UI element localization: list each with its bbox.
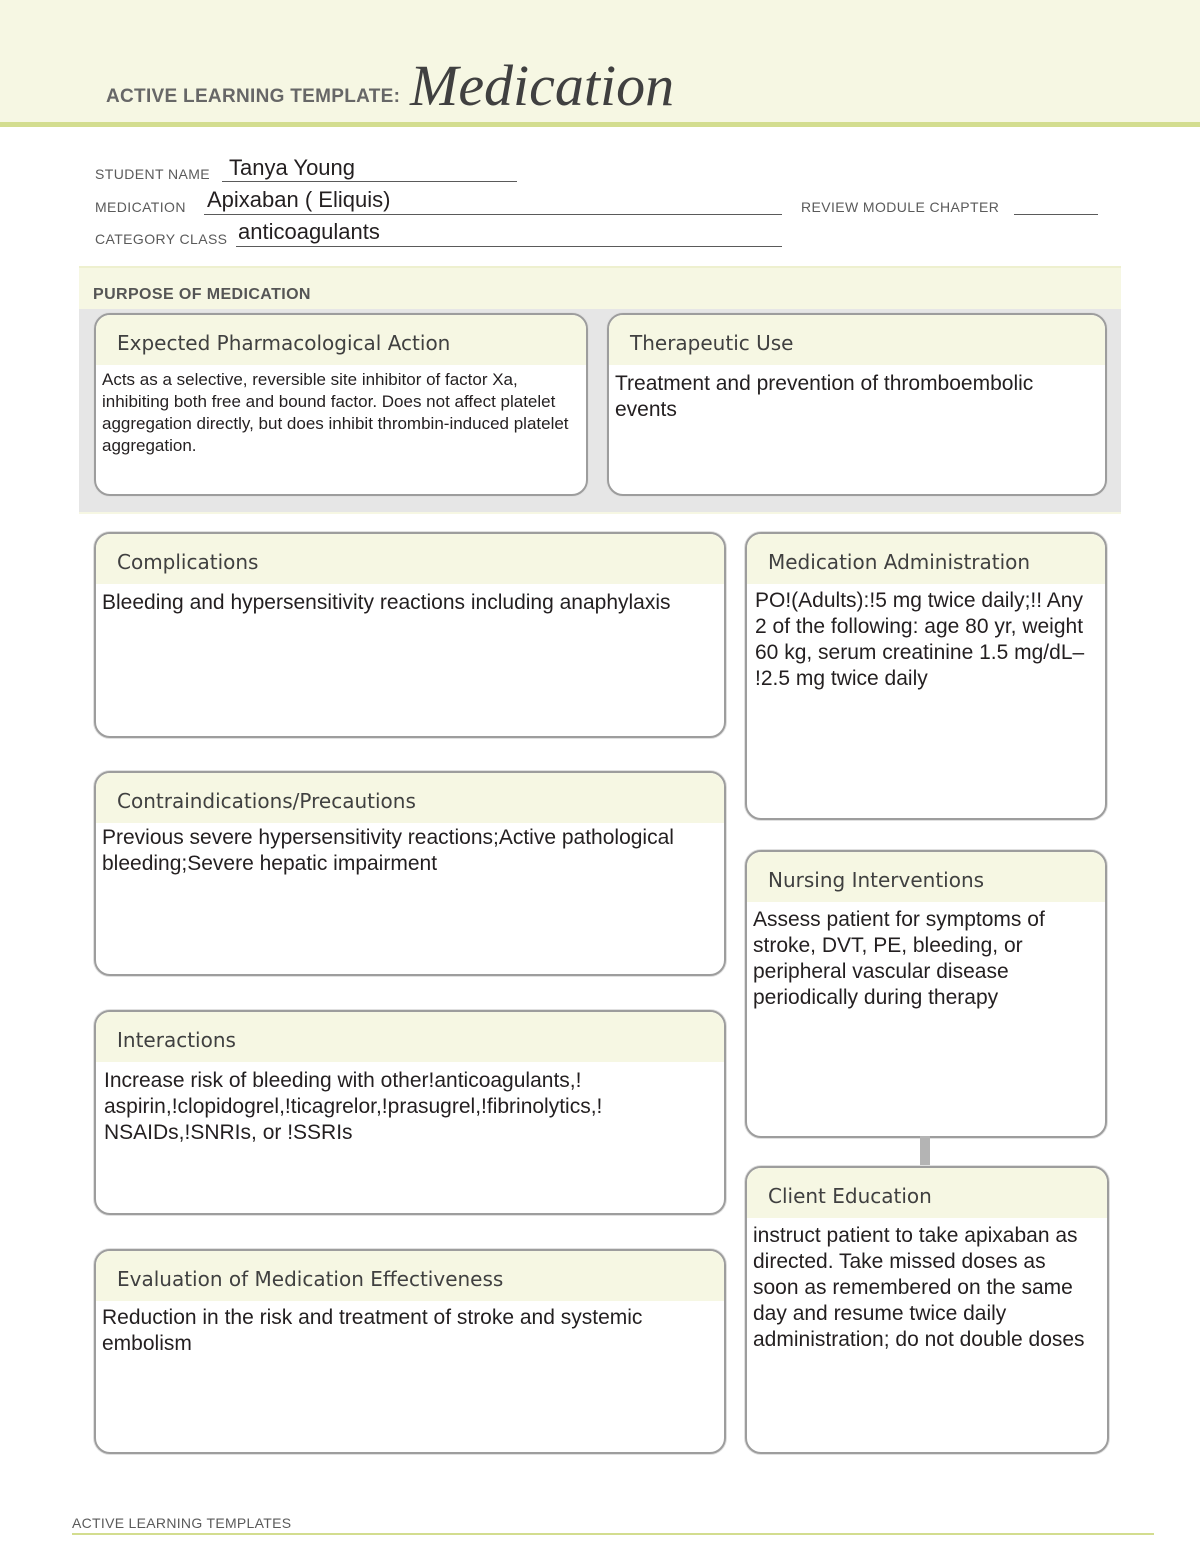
student-name-label: STUDENT NAME <box>95 166 210 182</box>
template-label: ACTIVE LEARNING TEMPLATE: <box>106 86 401 107</box>
client-education-heading: Client Education <box>747 1168 1107 1218</box>
student-name-line <box>222 181 517 182</box>
client-education-text[interactable]: instruct patient to take apixaban as directed. Take missed doses as soon as remembered on the same day and resume twice daily administration; do not double doses <box>753 1224 1085 1351</box>
interactions-box <box>94 1010 726 1215</box>
header-divider <box>0 122 1200 127</box>
evaluation-heading: Evaluation of Medication Effectiveness <box>96 1251 724 1301</box>
medication-label: MEDICATION <box>95 199 186 215</box>
interactions-heading: Interactions <box>96 1012 724 1062</box>
review-module-label: REVIEW MODULE CHAPTER <box>801 199 1000 215</box>
nursing-interventions-heading: Nursing Interventions <box>747 852 1105 902</box>
category-class-value[interactable]: anticoagulants <box>238 219 380 244</box>
expected-action-text[interactable]: Acts as a selective, reversible site inhibitor of factor Xa, inhibiting both free and bound factor. Does not affect platelet aggregation directly, but does inhibit thrombin-induced platelet aggregation. <box>102 370 569 455</box>
contraindications-box <box>94 771 726 976</box>
therapeutic-use-text[interactable]: Treatment and prevention of thromboembolic events <box>615 372 1034 421</box>
connector-bar <box>920 1136 930 1166</box>
category-class-label: CATEGORY CLASS <box>95 231 228 247</box>
review-module-line[interactable] <box>1014 214 1098 215</box>
footer-divider <box>72 1533 1154 1535</box>
footer-label: ACTIVE LEARNING TEMPLATES <box>72 1515 292 1531</box>
evaluation-box <box>94 1249 726 1454</box>
client-education-box <box>745 1166 1109 1454</box>
category-class-line <box>236 246 782 247</box>
student-name-value[interactable]: Tanya Young <box>229 155 356 180</box>
administration-heading: Medication Administration <box>747 534 1105 584</box>
therapeutic-use-heading: Therapeutic Use <box>609 315 1105 365</box>
medication-line <box>204 214 782 215</box>
expected-action-heading: Expected Pharmacological Action <box>96 315 586 365</box>
medication-value[interactable]: Apixaban ( Eliquis) <box>207 187 391 212</box>
complications-box <box>94 532 726 738</box>
page-title: Medication <box>410 53 675 118</box>
nursing-interventions-box <box>745 850 1107 1138</box>
contraindications-heading: Contraindications/Precautions <box>96 773 724 823</box>
complications-heading: Complications <box>96 534 724 584</box>
evaluation-text[interactable]: Reduction in the risk and treatment of stroke and systemic embolism <box>102 1306 643 1355</box>
administration-box <box>745 532 1107 820</box>
complications-text[interactable]: Bleeding and hypersensitivity reactions including anaphylaxis <box>102 591 671 614</box>
expected-action-box <box>94 313 588 496</box>
therapeutic-use-box <box>607 313 1107 496</box>
contraindications-text[interactable]: Previous severe hypersensitivity reactions;Active pathological bleeding;Severe hepatic impairment <box>102 826 674 875</box>
purpose-title: PURPOSE OF MEDICATION <box>93 286 311 303</box>
nursing-interventions-text[interactable]: Assess patient for symptoms of stroke, DVT, PE, bleeding, or peripheral vascular disease periodically during therapy <box>753 908 1045 1009</box>
administration-text[interactable]: PO!(Adults):!5 mg twice daily;!! Any 2 of the following: age 80 yr, weight 60 kg, serum creatinine 1.5 mg/dL– !2.5 mg twice daily <box>755 589 1085 690</box>
interactions-text[interactable]: Increase risk of bleeding with other!anticoagulants,! aspirin,!clopidogrel,!ticagrelor,!prasugrel,!fibrinolytics,! NSAIDs,!SNRIs, or !SSRIs <box>104 1069 603 1144</box>
